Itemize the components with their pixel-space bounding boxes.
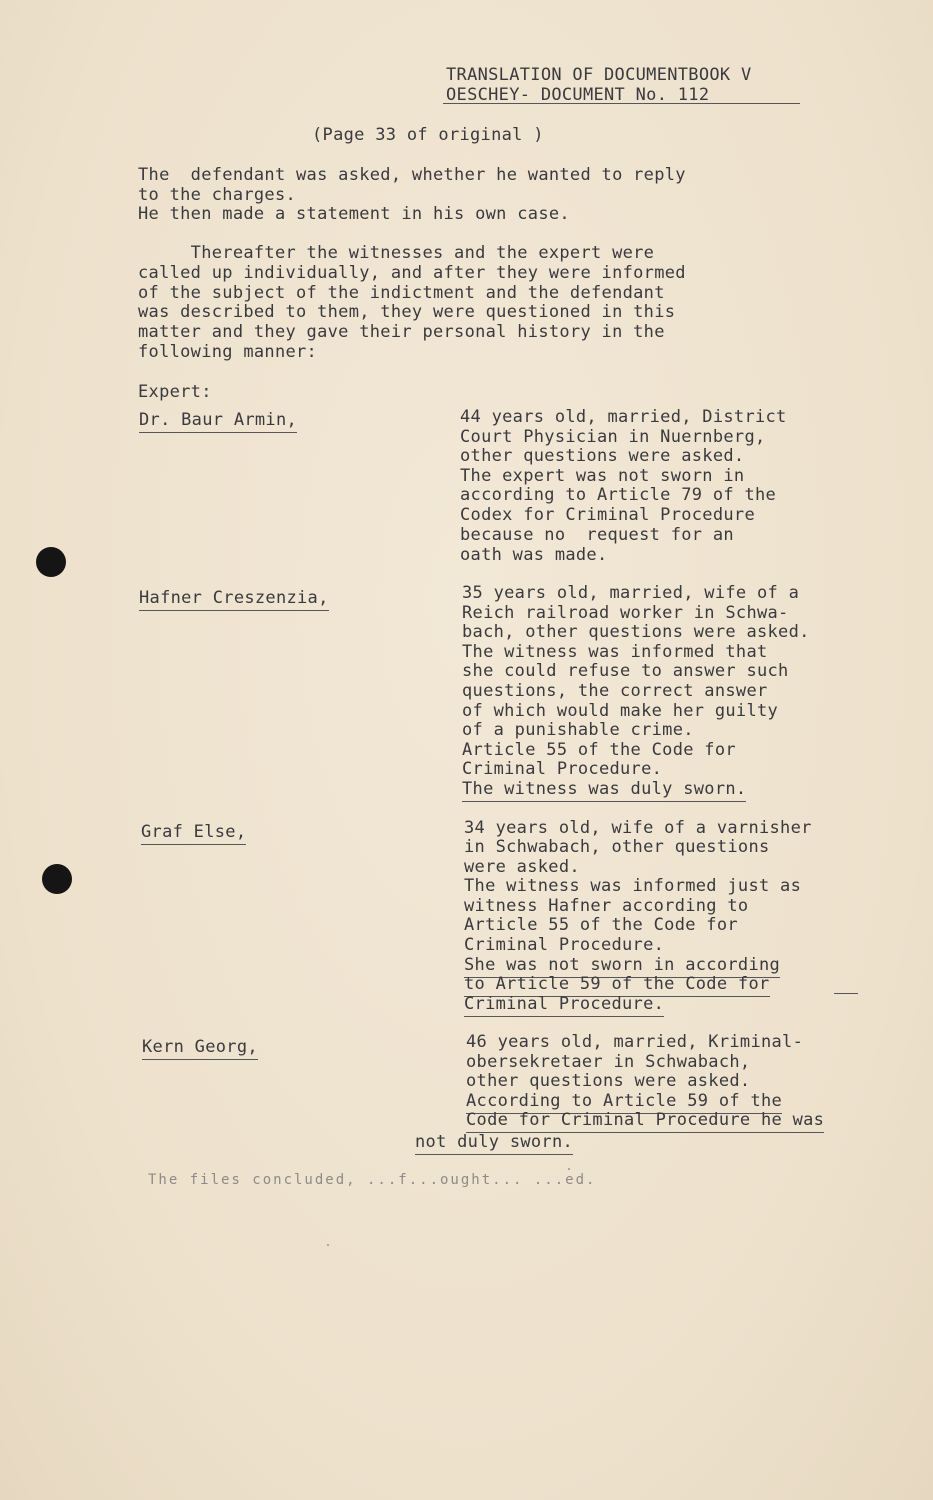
entry-line: Codex for Criminal Procedure <box>460 505 755 525</box>
entry-line: 44 years old, married, District <box>460 407 787 427</box>
entry-line: of a punishable crime. <box>462 720 694 740</box>
faint-trailing-text: The files concluded, ...f...ought... ...ed. <box>148 1172 597 1188</box>
intro-line: to the charges. <box>138 185 297 205</box>
intro-line: matter and they gave their personal history in the <box>138 322 665 342</box>
punch-hole <box>42 864 72 894</box>
entry-sworn-line: not duly sworn. <box>415 1133 573 1155</box>
expert-label: Expert: <box>138 382 212 402</box>
intro-line: called up individually, and after they were informed <box>138 263 686 283</box>
entry-line: The witness was informed that <box>462 642 768 662</box>
entry-line: Reich railroad worker in Schwa- <box>462 603 789 623</box>
entry-line: The expert was not sworn in <box>460 466 745 486</box>
entry-sworn-line: She was not sworn in according <box>464 956 780 978</box>
intro-line: was described to them, they were questioned in this <box>138 302 676 322</box>
entry-line: 34 years old, wife of a varnisher <box>464 818 812 838</box>
underline-stub <box>834 993 858 994</box>
entry-line: Criminal Procedure. <box>464 935 665 955</box>
intro-line: of the subject of the indictment and the defendant <box>138 283 665 303</box>
paper-speck <box>327 1244 329 1246</box>
entry-line: The witness was informed just as <box>464 876 802 896</box>
entry-line: oath was made. <box>460 545 608 565</box>
entry-line: 46 years old, married, Kriminal- <box>466 1032 804 1052</box>
entry-line: other questions were asked. <box>460 446 745 466</box>
paper-speck <box>568 1168 570 1170</box>
entry-line: according to Article 79 of the <box>460 485 777 505</box>
entry-line: Criminal Procedure. <box>462 759 663 779</box>
entry-line: of which would make her guilty <box>462 701 779 721</box>
intro-line: He then made a statement in his own case. <box>138 204 570 224</box>
entry-line: 35 years old, married, wife of a <box>462 583 800 603</box>
entry-line: were asked. <box>464 857 580 877</box>
entry-line: obersekretaer in Schwabach, <box>466 1052 751 1072</box>
intro-line: Thereafter the witnesses and the expert were <box>138 243 655 263</box>
entry-sworn-line: According to Article 59 of the <box>466 1092 782 1114</box>
entry-line: Court Physician in Nuernberg, <box>460 427 766 447</box>
header-underline <box>443 103 800 104</box>
entry-line: bach, other questions were asked. <box>462 622 810 642</box>
entry-sworn-line: Code for Criminal Procedure he was <box>466 1111 824 1133</box>
entry-line: other questions were asked. <box>466 1071 751 1091</box>
intro-line: The defendant was asked, whether he wanted to reply <box>138 165 686 185</box>
entry-line: Article 55 of the Code for <box>462 740 736 760</box>
entry-sworn-line: to Article 59 of the Code for <box>464 975 770 997</box>
entry-sworn-line: Criminal Procedure. <box>464 995 664 1017</box>
entry-line: witness Hafner according to <box>464 896 749 916</box>
entry-line: Article 55 of the Code for <box>464 915 738 935</box>
entry-line: she could refuse to answer such <box>462 661 789 681</box>
entry-sworn-line: The witness was duly sworn. <box>462 780 746 802</box>
header-line-2: OESCHEY- DOCUMENT No. 112 <box>446 85 710 105</box>
entry-line: in Schwabach, other questions <box>464 837 770 857</box>
entry-name: Kern Georg, <box>142 1038 258 1060</box>
entry-line: questions, the correct answer <box>462 681 768 701</box>
page-reference: (Page 33 of original ) <box>312 125 544 145</box>
entry-name: Hafner Creszenzia, <box>139 589 329 611</box>
entry-name: Dr. Baur Armin, <box>139 411 297 433</box>
entry-name: Graf Else, <box>141 823 246 845</box>
punch-hole <box>36 547 66 577</box>
entry-line: because no request for an <box>460 525 734 545</box>
intro-line: following manner: <box>138 342 318 362</box>
header-line-1: TRANSLATION OF DOCUMENTBOOK V <box>446 65 752 85</box>
